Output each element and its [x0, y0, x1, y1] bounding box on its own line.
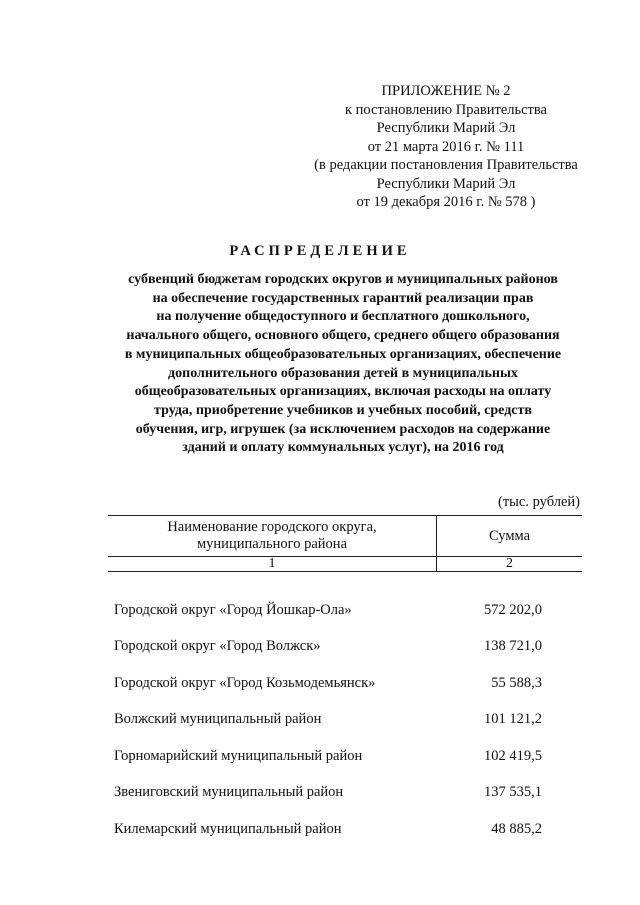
row-sum: 138 721,0	[484, 638, 542, 655]
subtitle-line: субвенций бюджетам городских округов и муниципальных районов	[128, 272, 558, 287]
document-heading: РАСПРЕДЕЛЕНИЕ	[229, 243, 411, 259]
row-name: Волжский муниципальный район	[114, 711, 322, 728]
row-sum: 55 588,3	[491, 674, 542, 691]
column-number: 2	[437, 557, 583, 572]
table-row	[108, 811, 582, 848]
row-name: Городской округ «Город Волжск»	[114, 638, 321, 655]
row-name: Городской округ «Город Козьмодемьянск»	[114, 674, 376, 691]
appendix-line: от 21 марта 2016 г. № 111	[367, 138, 525, 155]
subtitle-line: в муниципальных общеобразовательных организациях, обеспечение	[124, 346, 562, 362]
subtitle-line: труда, приобретение учебников и учебных пособий, средств	[154, 402, 532, 418]
subtitle-line: дополнительного образования детей в муниципальных	[168, 365, 518, 381]
document-subtitle	[96, 271, 590, 458]
subtitle-line: общеобразовательных организациях, включая расходы на оплату	[134, 384, 552, 400]
subtitle-line: начального общего, основного общего, среднего общего образования	[126, 328, 560, 344]
table-row	[108, 665, 582, 702]
table-row	[108, 702, 582, 739]
header-name-line: Наименование городского округа,	[167, 519, 377, 535]
appendix-line: (в редакции постановления Правительства	[314, 157, 578, 173]
appendix-line: ПРИЛОЖЕНИЕ № 2	[381, 83, 511, 99]
header-name	[108, 516, 437, 557]
subtitle-line: зданий и оплату коммунальных услуг), на 2016 год	[182, 440, 504, 456]
appendix-line: Республики Марий Эл	[376, 120, 516, 136]
appendix-line: Республики Марий Эл	[376, 175, 516, 192]
subtitle-line: обучения, игр, игрушек (за исключением расходов на содержание	[135, 421, 551, 437]
column-number-row	[108, 557, 582, 572]
appendix-line: к постановлению Правительства	[345, 101, 547, 118]
table-row	[108, 629, 582, 666]
row-sum: 137 535,1	[484, 784, 542, 801]
row-sum: 48 885,2	[491, 820, 542, 837]
row-sum: 572 202,0	[484, 601, 542, 618]
table-row	[108, 738, 582, 775]
table-row	[108, 775, 582, 812]
row-name: Килемарский муниципальный район	[114, 820, 342, 837]
header-sum: Сумма	[437, 516, 583, 557]
distribution-table	[108, 515, 582, 848]
row-name: Городской округ «Город Йошкар-Ола»	[114, 601, 352, 618]
column-number: 1	[108, 557, 437, 572]
units-label: (тыс. рублей)	[498, 494, 580, 510]
row-name: Звениговский муниципальный район	[114, 784, 344, 801]
row-name: Горномарийский муниципальный район	[114, 747, 363, 764]
header-name-line: муниципального района	[197, 536, 347, 552]
subtitle-line: на получение общедоступного и бесплатного дошкольного,	[156, 309, 530, 325]
table-header-row	[108, 516, 582, 557]
table-row	[108, 572, 582, 629]
appendix-line: от 19 декабря 2016 г. № 578 )	[356, 194, 536, 210]
subtitle-line: на обеспечение государственных гарантий реализации прав	[152, 290, 534, 306]
appendix-block	[300, 82, 592, 212]
row-sum: 101 121,2	[484, 711, 542, 728]
row-sum: 102 419,5	[484, 747, 542, 764]
